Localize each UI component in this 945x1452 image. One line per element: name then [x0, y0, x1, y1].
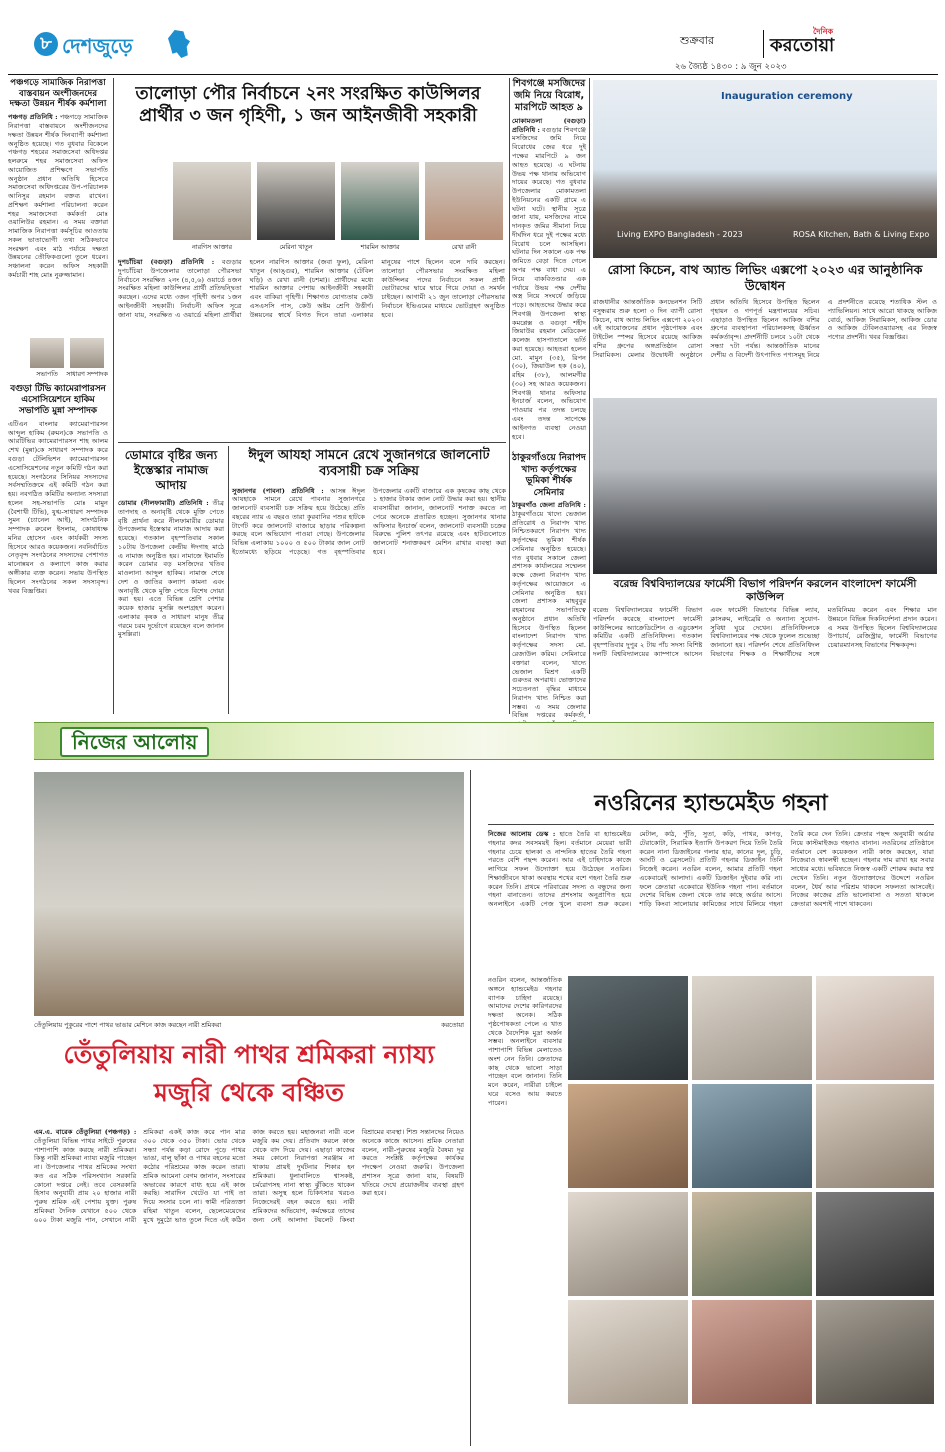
body-text: তীব্র তাপদাহ ও অনাবৃষ্টি থেকে মুক্তি পেতে বৃষ্টি প্রার্থনা করে নীলফামারীর ডোমার উপজেলায় ইস্তেস্কার নামাজ আদায় করা হয়েছে। গতকাল বৃহস্পতিবার সকাল ১০টায় উপজেলা কেন্দ্রীয় ঈদগাহ মাঠে এ নামাজ অনুষ্ঠিত হয়। নামাজে ইমামতি করেন ডোমার বড় মসজিদের খতিব মাওলানা আব্দুল হাকিম। নামাজ শেষে দেশ ও জাতির কল্যাণ কামনা এবং অনাবৃষ্টি থেকে মুক্তি পেতে বিশেষ দোয়া করা হয়। এতে বিভিন্ন শ্রেণি পেশার কয়েক হাজার মুসল্লি অংশগ্রহণ করেন। এলাকার কৃষক ও সাধারণ মানুষ তীব্র গরমে চরম দুর্ভোগে রয়েছেন বলে জানান মুসল্লিরা।	[118, 499, 224, 639]
candidate-portrait-2	[257, 162, 335, 240]
jewelry-headline: নওরিনের হ্যান্ডমেইড গহনা	[594, 791, 828, 816]
photo-secretary	[70, 338, 104, 368]
jewelry-body-continued: নওরিন বলেন, আন্তর্জাতিক অঙ্গনে হ্যান্ডমেইড গহনার ব্যাপক চাহিদা রয়েছে। আমাদের দেশের কারিগরদের দক্ষতা অনেক। সঠিক পৃষ্ঠপোষকতা পেলে এ খাত থেকে বৈদেশিক মুদ্রা অর্জন সম্ভব। অনলাইনে ব্যবসার পাশাপাশি বিভিন্ন মেলাতেও অংশ নেন তিনি। ক্রেতাদের কাছ থেকে ভালো সাড়া পাচ্ছেন বলে জানান। তিনি মনে করেন, নারীরা চাইলে ঘরে বসেও আয় করতে পারেন।	[488, 976, 562, 1107]
jewelry-rule	[488, 824, 934, 825]
jewelry-photo-9	[816, 1192, 934, 1296]
headline: বগুড়া টিভি ক্যামেরাপারসন এসোসিয়েশনে হাকিম সভাপতি মুন্না সম্পাদক	[10, 384, 106, 416]
article-body	[512, 117, 586, 441]
article-body	[118, 499, 224, 639]
jewelry-photo-6	[816, 1084, 934, 1188]
dateline: পঞ্চগড় প্রতিনিধি :	[8, 113, 58, 122]
expo-headline: রোসা কিচেন, বাথ অ্যান্ড লিভিং এক্সপো ২০২৩ এর আনুষ্ঠানিক উদ্বোধন	[607, 262, 923, 293]
stone-workers-photo	[34, 772, 464, 1016]
jewelry-photo-5	[692, 1084, 812, 1188]
body-text: পঞ্চগড়ে সামাজিক নিরাপত্তা বাস্তবায়নে অংশীজনদের দক্ষতা উন্নয়ন শীর্ষক দিনব্যাপী কর্মশালা অনুষ্ঠিত হয়েছে। গত বুধবার বিকেলে পঞ্চগড় শহরের সমাজসেবা অধিদপ্তর হলরুমে শহর সমাজসেবা অফিস আয়োজিত প্রশিক্ষণে সভাপতি অনুষ্ঠান প্রধান অতিথি হিসেবে সমাজসেবা অধিদপ্তরের উপ-পরিচালক আনিসুর রহমান বক্তব্য রাখেন। প্রশিক্ষণ কর্মশালা পরিচালনা করেন শহর সমাজসেবা কর্মকর্তা মোঃ ওয়ালিউর রহমান। এ সময় বক্তারা সামাজিক নিরাপত্তা কর্মসূচির আওতায় সকল ভাতাভোগী তথ্য সঠিকভাবে সংরক্ষণ এবং মাঠ পর্যায়ে দক্ষতা উন্নয়নের তৌফিকগুলো তুলে ধরেন। সঞ্চালনা করেন অফিস সহকারী কর্মচারী শাহ মোঃ নুরুজ্জামান।	[8, 113, 108, 279]
body-text: তেঁতুলিয়া বিভিন্ন পাথর সাইটে পুরুষের পাশাপাশি কাজ করছে নারী শ্রমিকরা। কিন্তু নারী শ্রমিকরা ন্যায্য মজুরি পাচ্ছেন না। উপজেলার পাথর শ্রমিকের সংখ্যা কত এর সঠিক পরিসংখ্যান সরকারি কোনো দপ্তরে নেই। তবে বেসরকারি হিসাব অনুযায়ী প্রায় ২০ হাজার নারী পুরুষ শ্রমিক এই পেশায় যুক্ত। পুরুষ শ্রমিকরা দৈনিক যেখানে ৫০০ থেকে ৬০০ টাকা মজুরি পান, সেখানে নারী শ্রমিকরা একই কাজ করে পান মাত্র ৩০০ থেকে ৩৫০ টাকা। ভোর থেকে সন্ধ্যা পর্যন্ত কড়া রোদে পুড়ে পাথর ভাঙা, বালু ছাঁকা ও পাথর বহনের মতো কঠোর পরিশ্রমের কাজ করেন তারা। শ্রমিক আমেনা বেগম জানান, সংসারের অভাবের কারণে বাধ্য হয়ে এই কাজ করছি। সারাদিন খেটেও যা পাই তা দিয়ে সংসার চলে না। স্বামী পরিত্যক্তা রহিমা খাতুন বলেন, ছেলেমেয়েদের মুখে দুমুঠো ভাত তুলে দিতে এই কঠিন কাজ করতে হয়। মহাজনরা নারী বলে মজুরি কম দেয়। প্রতিবাদ করলে কাজ থেকে বাদ দিয়ে দেয়। এছাড়া কাজের সময় কোনো নিরাপত্তা সরঞ্জাম না থাকায় প্রায়ই দুর্ঘটনার শিকার হন শ্রমিকরা। ধুলাবালিতে শ্বাসকষ্ট, চর্মরোগসহ নানা স্বাস্থ্য ঝুঁকিতে থাকেন তারা। অসুস্থ হলে চিকিৎসার খরচও নিজেদেরই বহন করতে হয়। নারী শ্রমিকদের অভিযোগ, কর্মক্ষেত্রে তাদের জন্য নেই আলাদা টয়লেট কিংবা বিশ্রামের ব্যবস্থা। শিশু সন্তানদের নিয়েও অনেকে কাজে আসেন। শ্রমিক নেতারা বলেন, নারী-পুরুষের মজুরি বৈষম্য দূর করতে সংশ্লিষ্ট কর্তৃপক্ষের কার্যকর পদক্ষেপ নেওয়া জরুরি। উপজেলা প্রশাসন সূত্রে জানা যায়, বিষয়টি খতিয়ে দেখে প্রয়োজনীয় ব্যবস্থা গ্রহণ করা হবে।	[34, 1128, 464, 1224]
expo-banner-title: Inauguration ceremony	[721, 91, 853, 102]
pharmacy-body: বরেন্দ্র বিশ্ববিদ্যালয়ের ফার্মেসী বিভাগ পরিদর্শন করেছে বাংলাদেশ ফার্মেসী কাউন্সিলের অ্যাক্রেডিটেশন ও এডুকেশন কমিটির একটি প্রতিনিধিদল। গতকাল বৃহস্পতিবার দুপুর ২ টায় পাঁচ সদস্য বিশিষ্ট দলটি বিশ্ববিদ্যালয়ের ক্যাম্পাসে আসেন এবং ফার্মেসী বিভাগের বিভিন্ন ল্যাব, ক্লাসরুম, লাইব্রেরি ও অন্যান্য সুযোগ-সুবিধা ঘুরে দেখেন। প্রতিনিধিদলকে বিশ্ববিদ্যালয়ের পক্ষ থেকে ফুলেল শুভেচ্ছা জানানো হয়। পরিদর্শন শেষে প্রতিনিধিদল বিভাগের শিক্ষক ও শিক্ষার্থীদের সঙ্গে মতবিনিময় করেন এবং শিক্ষার মান উন্নয়নে বিভিন্ন দিকনির্দেশনা প্রদান করেন। এ সময় উপস্থিত ছিলেন বিশ্ববিদ্যালয়ের উপাচার্য, রেজিস্ট্রার, ফার্মেসী বিভাগের চেয়ারম্যানসহ বিভাগের শিক্ষকবৃন্দ।	[593, 606, 937, 658]
article-body	[512, 501, 586, 746]
map-icon	[168, 30, 190, 58]
jewelry-photo-3	[816, 976, 934, 1080]
photo-president	[30, 338, 64, 368]
column-rule	[470, 770, 471, 1446]
headline: পঞ্চগড়ে সামাজিক নিরাপত্তা বাস্তবায়ন অংশীজনদের দক্ষতা উন্নয়ন শীর্ষক কর্মশালা	[9, 78, 107, 110]
column-rule	[509, 78, 510, 714]
candidate-name-1: নারগিস আক্তার	[192, 244, 232, 251]
body-text: এটিএন বাংলার ক্যামেরাপারসন আব্দুল হাকিম (রুমন)কে সভাপতি ও আরটিভির ক্যামেরাপারসন শাহ আলম শেখ (মুন্না)কে সাধারণ সম্পাদক করে বগুড়া টেলিভিশন ক্যামেরাপারসন এসোসিয়েশনের নতুন কমিটি গঠন করা হয়েছে। সংগঠনের সিনিয়র সদস্যদের সর্বসম্মতিক্রমে এই কমিটি গঠন করা হয়। নবগঠিত কমিটির অন্যান্য সদস্যরা হলেন সহ-সভাপতি মোঃ মামুন (বৈশাখী টিভি), যুগ্ম-সাধারণ সম্পাদক সুমন (চ্যানেল আই), সাংগঠনিক সম্পাদক রুবেল ইসলাম, কোষাধ্যক্ষ মনির হোসেন এবং কার্যকরী সদস্য হিসেবে আরও কয়েকজন। নবনির্বাচিত নেতৃবৃন্দ সংগঠনের সদস্যদের পেশাগত মানোন্নয়ন ও কল্যাণে কাজ করার অঙ্গীকার ব্যক্ত করেন। সভায় উপস্থিত ছিলেন সংগঠনের সকল সদস্যবৃন্দ। খবর বিজ্ঞপ্তির।	[8, 419, 108, 595]
body-text: ঠাকুরগাঁওয়ে খাদ্যে ভেজাল প্রতিরোধ ও নিরাপদ খাদ্য নিশ্চিতকরণে নিরাপদ খাদ্য কর্তৃপক্ষের ভূমিকা শীর্ষক সেমিনার অনুষ্ঠিত হয়েছে। গত বুধবার সকালে জেলা প্রশাসক কার্যালয়ের সম্মেলন কক্ষে জেলা নিরাপদ খাদ্য কর্তৃপক্ষের আয়োজনে এ সেমিনার অনুষ্ঠিত হয়। জেলা প্রশাসক মাহবুবুর রহমানের সভাপতিত্বে অনুষ্ঠানে প্রধান অতিথি হিসেবে উপস্থিত ছিলেন বাংলাদেশ নিরাপদ খাদ্য কর্তৃপক্ষের সদস্য মো. রেজাউল করিম। সেমিনারে বক্তারা বলেন, খাদ্যে ভেজাল মিশ্রণ একটি গুরুতর অপরাধ। ভোক্তাদের সচেতনতা বৃদ্ধির মাধ্যমে নিরাপদ খাদ্য নিশ্চিত করা সম্ভব। এ সময় জেলার বিভিন্ন দপ্তরের কর্মকর্তা,	[512, 509, 586, 720]
candidate-name-4: রেখা রানী	[451, 244, 477, 251]
jewelry-photo-12	[816, 1300, 934, 1404]
paper-name-small: দৈনিক	[813, 27, 834, 36]
header-divider	[763, 30, 764, 58]
header-rule	[8, 74, 938, 75]
dateline: দুপচাঁচিয়া (বগুড়া) প্রতিনিধি :	[118, 258, 215, 266]
column-rule	[228, 446, 229, 714]
candidate-name-2: মেরিনা খাতুন	[279, 244, 313, 251]
page-number-badge	[34, 32, 58, 56]
page-header	[0, 0, 945, 72]
section-band-title: নিজের আলোয়	[60, 727, 209, 757]
date-line: ২৬ জ্যৈষ্ঠ ১৪৩০ : ৯ জুন ২০২৩	[675, 62, 787, 72]
section-rule	[118, 442, 506, 443]
caption-president: সভাপতি	[36, 371, 58, 378]
dateline: নিজের আলোয় ডেস্ক :	[488, 830, 556, 838]
stone-body	[34, 1128, 464, 1446]
dateline: মোকামতলা (বগুড়া) প্রতিনিধি :	[512, 116, 586, 134]
expo-banner-subtitle: Living EXPO Bangladesh - 2023	[617, 230, 743, 239]
dateline: ডোমার (নীলফামারী) প্রতিনিধি :	[118, 499, 209, 507]
candidate-name-3: শারমিন আক্তার	[360, 244, 400, 251]
page-number: ৮	[40, 33, 52, 54]
candidate-portrait-3	[341, 162, 419, 240]
story-panchagarh	[8, 78, 108, 338]
stone-headline: তেঁতুলিয়ায় নারী পাথর শ্রমিকরা ন্যায্য মজুরি থেকে বঞ্চিত	[63, 1040, 435, 1107]
story-thakurgaon	[512, 452, 586, 720]
story-domar	[118, 446, 224, 716]
headline: তালোড়া পৌর নির্বাচনে ২নং সংরক্ষিত কাউন্সিলর প্রার্থীর ৩ জন গৃহিণী, ১ জন আইনজীবী সহকারী	[135, 84, 481, 126]
candidate-portrait-1	[173, 162, 251, 240]
stone-photo-credit: করতোয়া	[441, 1021, 464, 1029]
expo-inauguration-photo	[593, 80, 937, 258]
jewelry-photo-1	[568, 976, 688, 1080]
candidate-portrait-4	[425, 162, 503, 240]
pharmacy-headline: বরেন্দ্র বিশ্ববিদ্যালয়ের ফার্মেসী বিভাগ পরিদর্শন করলেন বাংলাদেশ ফার্মেসী কাউন্সিল	[613, 578, 917, 604]
taloraa-body	[118, 258, 505, 438]
body-text: আসন্ন ঈদুল আযহাকে সামনে রেখে পাবনার সুজানগরে জালনোট ব্যবসায়ী চক্র সক্রিয় হয়ে উঠেছে। প্রতি বছরের ন্যায় এ বছরও তারা কুরবানির পশুর হাটকে টার্গেট করে জালনোট বাজারে ছাড়ার পরিকল্পনা করছে বলে অভিযোগ পাওয়া গেছে। উপজেলার বিভিন্ন এলাকায় ১০০০ ও ৫০০ টাকার জাল নোট ইতোমধ্যে ছড়িয়ে পড়েছে। গত বৃহস্পতিবার উপজেলার একটি বাজারে এক কৃষকের কাছ থেকে ১ হাজার টাকার জাল নোট উদ্ধার করা হয়। স্থানীয় ব্যবসায়ীরা জানান, জালনোট শনাক্ত করতে না পেরে অনেকে প্রতারিত হচ্ছেন। সুজানগর থানার অফিসার ইনচার্জ বলেন, জালনোট ব্যবসায়ী চক্রের বিরুদ্ধে পুলিশ তৎপর রয়েছে এবং হাটগুলোতে জালনোট শনাক্তকরণ মেশিন রাখার ব্যবস্থা করা হবে।	[232, 486, 506, 556]
caption-secretary: সাধারণ সম্পাদক	[66, 371, 108, 378]
dateline: সুজানগর (পাবনা) প্রতিনিধি :	[232, 486, 324, 495]
jewelry-photo-11	[692, 1300, 812, 1404]
article-body	[8, 113, 108, 280]
jewelry-photo-7	[568, 1192, 688, 1296]
stone-photo-caption: তেঁতুলিয়ায় পুকুরের পাশে পাথর ভাঙার মেশিনে কাজ করছেন নারী শ্রমিকরা	[34, 1021, 222, 1029]
column-rule	[589, 78, 590, 714]
headline: শিবগঞ্জে মসজিদের জমি নিয়ে বিরোধ, মারপিটে আহত ৯	[512, 78, 586, 113]
section-title: দেশজুড়ে	[62, 34, 133, 58]
section-band	[34, 722, 934, 760]
headline: ডোমারে বৃষ্টির জন্য ইস্তেস্কার নামাজ আদায়	[124, 448, 218, 492]
dateline: ঠাকুরগাঁও জেলা প্রতিনিধি :	[512, 501, 586, 509]
dateline: এম.এ. বারেক তেঁতুলিয়া (পঞ্চগড়) :	[34, 1128, 137, 1136]
paper-name: করতোয়া	[770, 35, 835, 56]
body-text: বগুড়ার শিবগঞ্জে মসজিদের জমি নিয়ে বিরোধের জের ধরে দুই পক্ষের মারপিটে ৯ জন আহত হয়েছে। এ ঘটনায় উভয় পক্ষ থানায় অভিযোগ দায়ের করেছে। গত বুধবার উপজেলার মোকামতলা ইউনিয়নের একটি গ্রামে এ ঘটনা ঘটে। স্থানীয় সূত্রে জানা যায়, মসজিদের নামে দানকৃত জমির সীমানা নিয়ে দীর্ঘদিন ধরে দুই পক্ষের মধ্যে বিরোধ চলে আসছিল। ঘটনার দিন সকালে এক পক্ষ জমিতে বেড়া দিতে গেলে অপর পক্ষ বাধা দেয়। এ নিয়ে বাকবিতণ্ডার এক পর্যায়ে উভয় পক্ষ দেশীয় অস্ত্র নিয়ে সংঘর্ষে জড়িয়ে পড়ে। আহতদের উদ্ধার করে শিবগঞ্জ উপজেলা স্বাস্থ্য কমপ্লেক্স ও বগুড়া শহীদ জিয়াউর রহমান মেডিকেল কলেজ হাসপাতালে ভর্তি করা হয়েছে। আহতরা হলেন মো. মামুন (৩৫), রিপন (৩০), জিয়াউল হক (৪০), রহিম (৩৮), আলমগীর (৩০) সহ আরও কয়েকজন। শিবগঞ্জ থানার অফিসার ইনচার্জ বলেন, অভিযোগ পাওয়ার পর তদন্ত চলছে এবং তদন্ত সাপেক্ষে আইনগত ব্যবস্থা নেওয়া হবে।	[512, 125, 586, 441]
column-rule	[113, 78, 114, 714]
expo-body: রাজধানীর আন্তর্জাতিক কনভেনশন সিটি বসুন্ধরায় শুরু হলো ৩ দিন ব্যাপী রোসা কিচেন, বাথ অ্যান্ড লিভিং এক্সপো ২০২৩। এই আয়োজনের প্রধান পৃষ্ঠপোষক এবং টাইটেল স্পন্সর হিসেবে রয়েছে আকিজ বশির গ্রুপের অঙ্গপ্রতিষ্ঠান রোসা সিরামিকস। মেলার উদ্বোধনী অনুষ্ঠানে প্রধান অতিথি হিসেবে উপস্থিত ছিলেন গৃহায়ন ও গণপূর্ত মন্ত্রণালয়ের সচিব। এছাড়াও উপস্থিত ছিলেন আকিজ বশির গ্রুপের ব্যবস্থাপনা পরিচালকসহ ঊর্ধ্বতন কর্মকর্তাবৃন্দ। প্রদর্শনীটি চলবে ১০টা থেকে সন্ধ্যা ৭টা পর্যন্ত। আন্তর্জাতিক মানের দেশীয় ও বিদেশী উৎপাদিত পণ্যসমূহ নিয়ে এ প্রদর্শনীতে রয়েছে শতাধিক স্টল ও প্যাভিলিয়ন। সাথে আরো থাকছে আকিজ বোর্ড, আকিজ সিরামিকস, আকিজ ডোর ও আকিজ টেবিলওয়্যারসহ এর নিজস্ব পণ্যের প্রদর্শনী। খবর বিজ্ঞপ্তির।	[593, 298, 937, 359]
headline: ঈদুল আযহা সামনে রেখে সুজানগরে জালনোট ব্যবসায়ী চক্র সক্রিয়	[248, 448, 490, 480]
jewelry-body	[488, 830, 934, 970]
jewelry-photo-2	[692, 976, 812, 1080]
pharmacy-visit-photo	[593, 398, 937, 574]
jewelry-photo-4	[568, 1084, 688, 1188]
day-label: শুক্রবার	[680, 34, 715, 47]
story-sujanagar	[232, 446, 506, 716]
story-shibganj	[512, 78, 586, 448]
jewelry-photo-8	[692, 1192, 812, 1296]
headline: ঠাকুরগাঁওয়ে নিরাপদ খাদ্য কর্তৃপক্ষের ভূমিকা শীর্ষক সেমিনার	[512, 452, 586, 498]
body-text: বগুড়ার দুপচাঁচিয়া উপজেলার তালোড়া পৌরসভা নির্বাচনে সংরক্ষিত ২নং (৪,৫,৬) ওয়ার্ডে ৪জন সংরক্ষিত মহিলা কাউন্সিলর প্রার্থী প্রতিদ্বন্দ্বিতা করছেন। এদের মধ্যে ৩জন গৃহিণী অপর ১জন আইনজীবী সহকারী। নির্বাচনী অফিস সূত্রে জানা যায়, সংরক্ষিত এ ওয়ার্ডে মহিলা প্রার্থীরা হলেন নারগিস আক্তার (জবা ফুল), মেরিনা খাতুন (আঙ্গুর), শারমিন আক্তার (টেবিল ঘড়ি) ও রেখা রানী (চশমা)। প্রার্থীদের মধ্যে শারমিন আক্তার পেশায় আইনজীবী সহকারী এবং বাকিরা গৃহিণী। শিক্ষাগত যোগ্যতায় কেউ এসএসসি পাস, কেউ অষ্টম শ্রেণি উত্তীর্ণ। উন্নয়নের স্বার্থে বিগত দিনে তারা এলাকার মানুষের পাশে ছিলেন বলে দাবি করছেন। তালোড়া পৌরসভার সংরক্ষিত মহিলা কাউন্সিলর পদের নির্বাচনে সকল প্রার্থী ভোটারদের দ্বারে দ্বারে গিয়ে দোয়া ও সমর্থন চাইছেন। আগামী ২১ জুন তালোড়া পৌরসভার নির্বাচনে ইভিএমের মাধ্যমে ভোটগ্রহণ অনুষ্ঠিত হবে।	[118, 258, 505, 319]
article-body	[232, 487, 506, 705]
jewelry-photo-10	[568, 1300, 688, 1404]
body-text: হাতে তৈরি বা হ্যান্ডমেইড গহনার কদর সবসময়ই ছিল। বর্তমানে মেয়েরা ভারী গহনার চেয়ে হালকা ও নান্দনিক হাতের তৈরি গহনা পরতে বেশি পছন্দ করেন। আর এই চাহিদাকে কাজে লাগিয়ে সফল উদ্যোক্তা হয়ে উঠেছেন নওরিন। শিক্ষাজীবনে থাকা অবস্থায় শখের বশে গহনা তৈরি শুরু করেন তিনি। প্রথমে পরিবারের সদস্য ও বন্ধুদের জন্য গহনা বানাতেন। তাদের প্রশংসায় অনুপ্রাণিত হয়ে অনলাইনে একটি পেজ খুলে ব্যবসা শুরু করেন। মেটাল, কাঠ, পুঁতি, সুতা, কড়ি, পাথর, কাপড়, টেরাকোটা, সিরামিক ইত্যাদি উপকরণ দিয়ে তিনি তৈরি করেন নানা ডিজাইনের গলার হার, কানের দুল, চুড়ি, আংটি ও ব্রেসলেট। প্রতিটি গহনার ডিজাইন তিনি নিজেই করেন। নওরিন বলেন, আমার প্রতিটি গহনা একেবারেই আলাদা। একটি ডিজাইন দুইবার করি না। ফলে ক্রেতারা একেবারে ইউনিক গহনা পান। বর্তমানে দেশের বিভিন্ন জেলা থেকে তার কাছে অর্ডার আসে। শাড়ি কিংবা সালোয়ার কামিজের সাথে মিলিয়ে গহনা তৈরি করে দেন তিনি। ক্রেতার পছন্দ অনুযায়ী অর্ডার নিয়ে কাস্টমাইজড গহনাও বানান। নওরিনের প্রতিষ্ঠানে বর্তমানে বেশ কয়েকজন নারী কাজ করছেন, যারা নিজেরাও স্বাবলম্বী হচ্ছেন। গহনার দাম রাখা হয় সবার সাধ্যের মধ্যে। ভবিষ্যতে নিজস্ব একটি শোরুম করার স্বপ্ন দেখেন তিনি। নতুন উদ্যোক্তাদের উদ্দেশে নওরিন বলেন, ধৈর্য আর পরিশ্রম থাকলে সফলতা আসবেই। নিজের কাজের প্রতি ভালোবাসা ও সততা থাকলে ক্রেতারা অবশ্যই পাশে থাকবেন।	[488, 830, 934, 909]
expo-banner-brand: ROSA Kitchen, Bath & Living Expo	[793, 230, 930, 239]
